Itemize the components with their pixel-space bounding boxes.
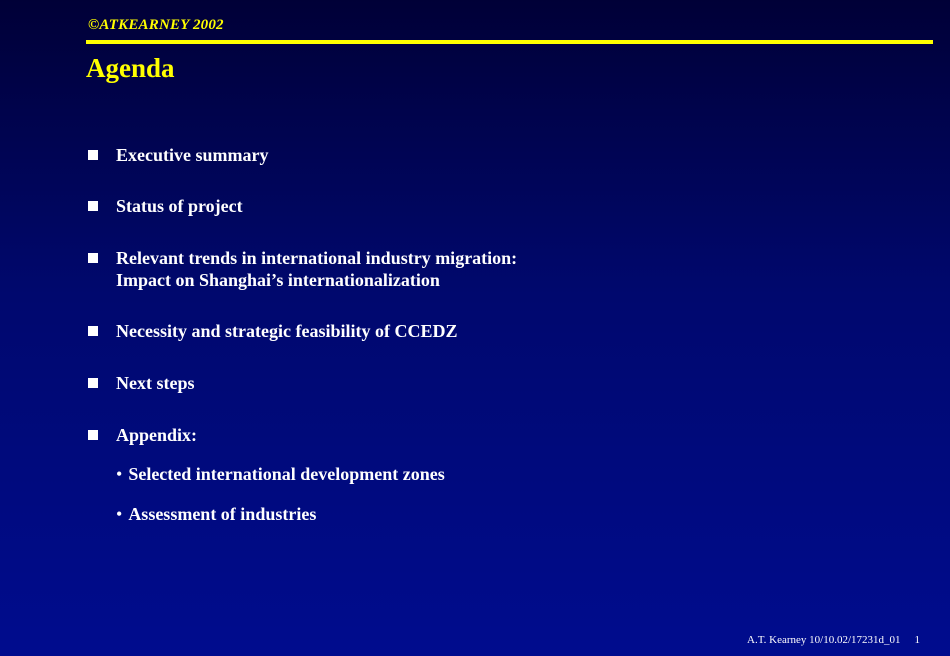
square-bullet-icon: [88, 430, 98, 440]
dot-bullet-icon: •: [116, 504, 123, 524]
square-bullet-icon: [88, 253, 98, 263]
square-bullet-icon: [88, 378, 98, 388]
footer-reference: A.T. Kearney 10/10.02/17231d_01: [747, 634, 901, 646]
square-bullet-icon: [88, 150, 98, 160]
appendix-subitem-development-zones: [116, 463, 445, 485]
header-rule: [86, 40, 933, 44]
appendix-subitem-label: Assessment of industries: [128, 504, 317, 524]
agenda-item-label: Status of project: [116, 196, 243, 216]
appendix-subitem-label: Selected international development zones: [128, 464, 445, 484]
agenda-item-label: Appendix:: [116, 425, 198, 445]
page-title: Agenda: [86, 53, 175, 83]
dot-bullet-icon: •: [116, 464, 123, 484]
agenda-item-label: Executive summary: [116, 145, 269, 165]
appendix-subitem-assessment: [116, 503, 316, 525]
agenda-item-label: Relevant trends in international industry migration:: [116, 248, 518, 268]
agenda-item-label: Next steps: [116, 373, 195, 393]
page-number: 1: [914, 634, 920, 646]
agenda-item-label-line2: Impact on Shanghai’s internationalization: [116, 270, 440, 290]
agenda-item-label: Necessity and strategic feasibility of CCEDZ: [116, 321, 458, 341]
square-bullet-icon: [88, 201, 98, 211]
copyright-logo: ©ATKEARNEY 2002: [88, 17, 224, 33]
footer: [747, 634, 920, 646]
square-bullet-icon: [88, 326, 98, 336]
